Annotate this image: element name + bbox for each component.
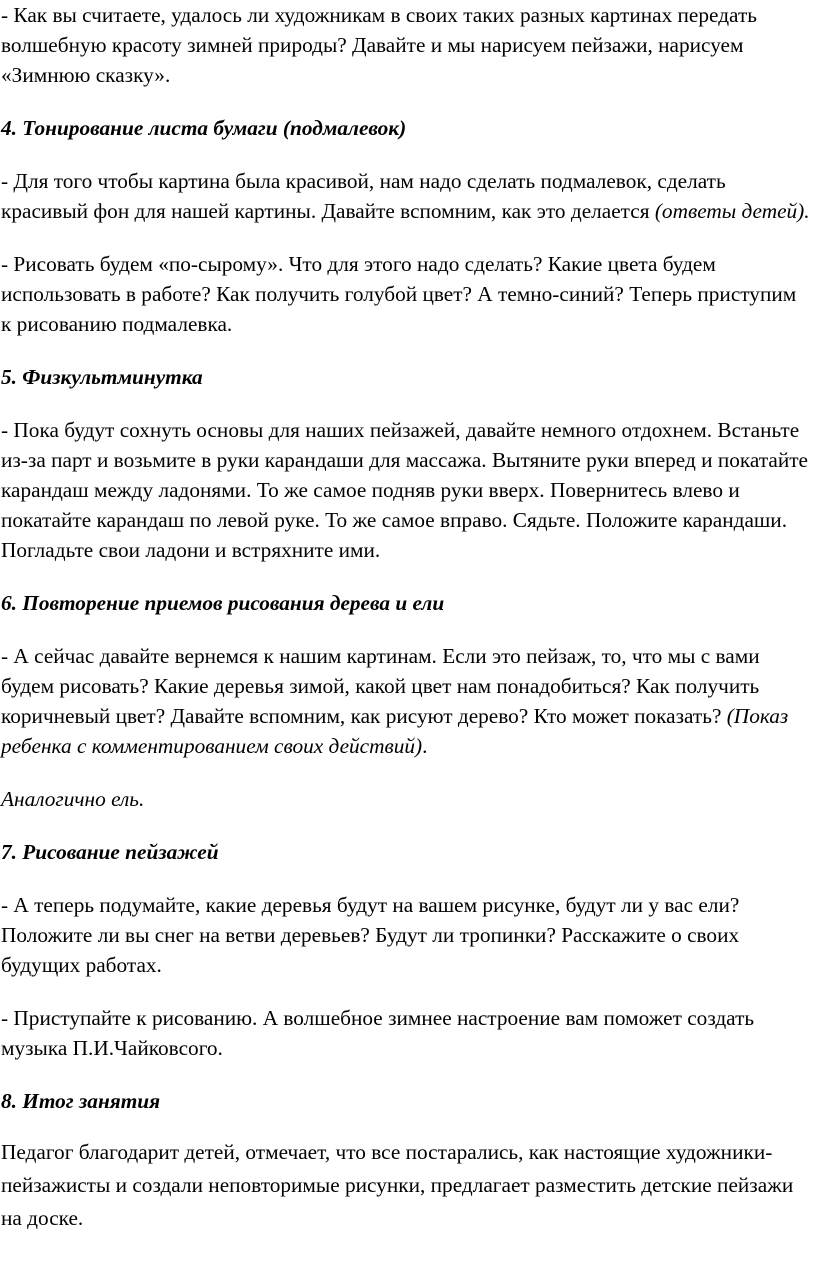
section-7-paragraph-2: - Приступайте к рисованию. А волшебное зимнее настроение вам поможет создать музыка П.И.Чайковсого. <box>1 1006 755 1060</box>
section-8-paragraph: Педагог благодарит детей, отмечает, что все постарались, как настоящие художники-пейзажисты и создали неповторимые рисунки, предлагает разместить детские пейзажи на доске. <box>1 1140 794 1230</box>
section-4-paragraph-1 <box>1 166 810 226</box>
section-6-paragraph <box>1 641 810 761</box>
section-7-heading: 7. Рисование пейзажей <box>1 840 219 864</box>
section-8-heading: 8. Итог занятия <box>1 1089 161 1113</box>
section-6-heading: 6. Повторение приемов рисования дерева и ели <box>1 591 445 615</box>
section-4-paragraph-2: - Рисовать будем «по-сырому». Что для этого надо сделать? Какие цвета будем использовать в работе? Как получить голубой цвет? А темно-синий? Теперь приступим к рисованию подмалевка. <box>1 252 797 336</box>
section-6-paragraph-italic: (Показ ребенка с комментированием своих действий) <box>1 704 789 758</box>
section-5-paragraph: - Пока будут сохнуть основы для наших пейзажей, давайте немного отдохнем. Встаньте из-за парт и возьмите в руки карандаши для массажа. Вытяните руки вперед и покатайте карандаш между ладонями. То же самое подняв руки вверх. Повернитесь влево и покатайте карандаш по левой руке. То же самое вправо. Сядьте. Положите карандаши. Погладьте свои ладони и встряхните ими. <box>1 418 809 562</box>
section-7-paragraph-1: - А теперь подумайте, какие деревья будут на вашем рисунке, будут ли у вас ели? Положите ли вы снег на ветви деревьев? Будут ли тропинки? Расскажите о своих будущих работах. <box>1 893 740 977</box>
section-6-paragraph-text: - А сейчас давайте вернемся к нашим картинам. Если это пейзаж, то, что мы с вами будем рисовать? Какие деревья зимой, какой цвет нам понадобиться? Как получить коричневый цвет? Давайте вспомним, как рисуют дерево? Кто может показать? <box>1 644 760 728</box>
section-4-paragraph-1-text: - Для того чтобы картина была красивой, нам надо сделать подмалевок, сделать красивый фон для нашей картины. Давайте вспомним, как это делается <box>1 169 726 223</box>
section-6-note: Аналогично ель. <box>1 787 145 811</box>
section-6-paragraph-end: . <box>422 734 428 758</box>
section-5-heading: 5. Физкультминутка <box>1 365 203 389</box>
section-4-heading: 4. Тонирование листа бумаги (подмалевок) <box>1 116 407 140</box>
section-4-paragraph-1-italic: (ответы детей). <box>654 199 810 223</box>
intro-paragraph: - Как вы считаете, удалось ли художникам в своих таких разных картинах передать волшебную красоту зимней природы? Давайте и мы нарисуем пейзажи, нарисуем «Зимнюю сказку». <box>1 3 757 87</box>
